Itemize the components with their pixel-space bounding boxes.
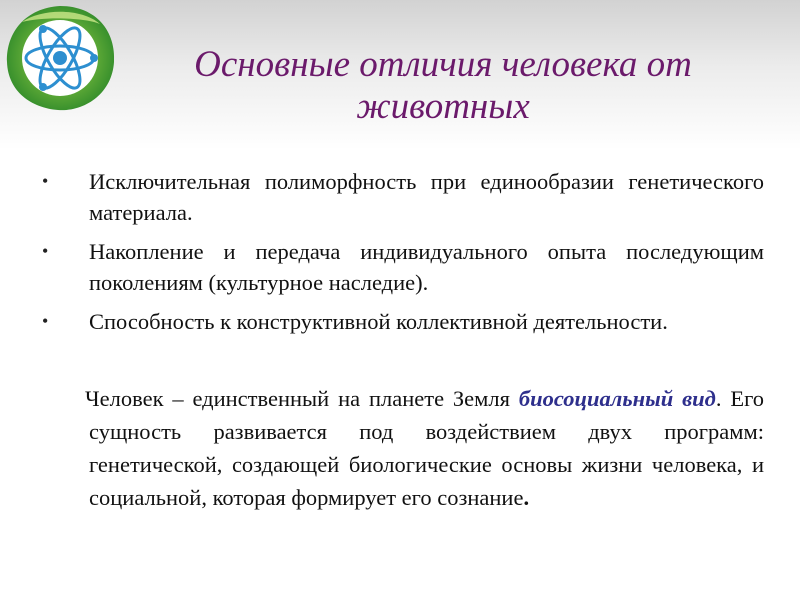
bullet-dot-icon: • <box>42 171 49 191</box>
highlight-term: биосоциальный <box>518 386 674 411</box>
paragraph-body: . Его сущность развивается под воздействием двух программ: генетической, создающей биологические основы жизни человека, и социальной, которая формирует его сознание <box>89 386 764 510</box>
bullet-dot-icon: • <box>42 311 49 331</box>
bullet-text: Исключительная полиморфность при единообразии генетического материала. <box>89 169 764 225</box>
bullet-text: Накопление и передача индивидуального опыта последующим поколениям (культурное наследие). <box>89 239 764 295</box>
paragraph-lead: Человек – единственный на планете Земля <box>85 386 519 411</box>
slide-title: Основные отличия человека от животных <box>194 44 692 127</box>
highlight-term: вид <box>682 386 716 411</box>
bullet-item <box>42 236 764 298</box>
atom-logo-icon <box>2 2 118 114</box>
bullet-item <box>42 306 764 337</box>
paragraph-end: . <box>523 485 530 510</box>
bullet-item <box>42 166 764 228</box>
bullet-text: Способность к конструктивной коллективной деятельности. <box>89 309 668 334</box>
bullet-list <box>42 166 764 345</box>
summary-paragraph <box>85 382 764 514</box>
bullet-dot-icon: • <box>42 241 49 261</box>
paragraph-space <box>673 386 682 411</box>
